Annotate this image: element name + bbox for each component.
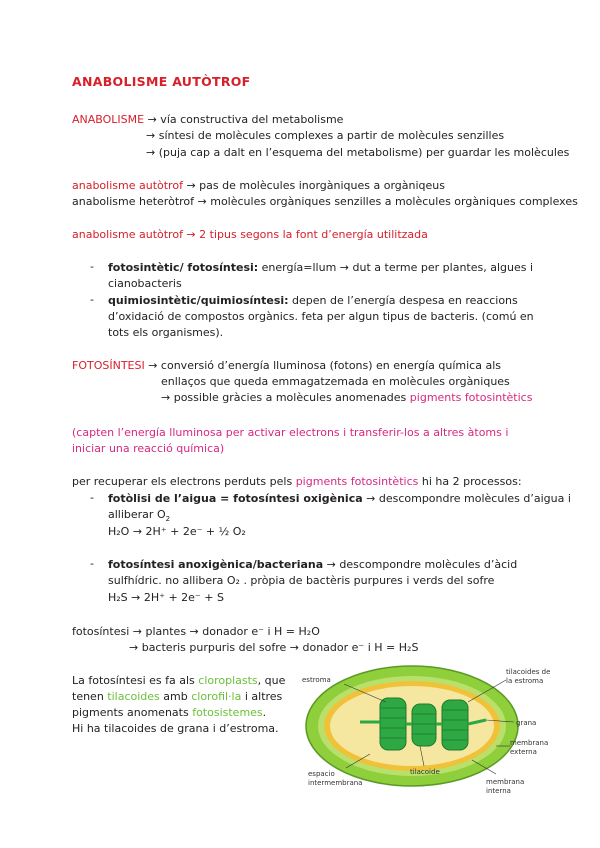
label-membrana-interna-1: membrana <box>486 778 525 786</box>
recover-line <box>72 474 522 490</box>
bullet-dash: - <box>90 491 94 504</box>
process-2-term: fotosíntesi anoxigènica/bacteriana <box>108 558 324 571</box>
process-2-text: → descompondre molècules d’àcid <box>323 558 518 571</box>
recover-pre: per recuperar els electrons perduts pels <box>72 475 296 488</box>
anabolisme-def-2: → síntesi de molècules complexes a partir de molècules senzilles <box>146 129 505 142</box>
chloro-text-2: tenen <box>72 690 108 703</box>
process-2-line <box>108 557 517 573</box>
process-1-text: → descompondre molècules d’aigua i <box>362 492 571 505</box>
chloro-line-3 <box>72 705 266 721</box>
energy-types-line: anabolisme autòtrof → 2 tipus segons la font d’energía utilitzada <box>72 228 428 241</box>
label-tilacoides-estroma-1: tilacoides de <box>506 668 551 676</box>
fotosintesi-def-2: enllaços que queda emmagatzemada en molècules orgàniques <box>161 375 510 388</box>
donor-line-1: fotosíntesi → plantes → donador e⁻ i H = H₂O <box>72 625 320 638</box>
chloro-text-3b: . <box>262 706 267 719</box>
chloro-text-2b: amb <box>159 690 192 703</box>
fotosintesi-def-1: → conversió d’energía lluminosa (fotons) en energía química als <box>144 359 501 372</box>
donor-line-2: → bacteris purpuris del sofre → donador e⁻ i H = H₂S <box>129 641 419 654</box>
bullet-quimiosintetic-cont-2: tots els organismes). <box>108 326 224 339</box>
chloro-line-1 <box>72 673 285 689</box>
label-espacio-1: espacio <box>308 770 335 778</box>
process-1-equation: H₂O → 2H⁺ + 2e⁻ + ½ O₂ <box>108 525 246 538</box>
page-title: ANABOLISME AUTÒTROF <box>72 74 251 89</box>
bullet-dash: - <box>90 557 94 570</box>
anabolisme-def-3: → (puja cap a dalt en l’esquema del metabolisme) per guardar les molècules <box>146 146 570 159</box>
note-line-2: iniciar una reacció química) <box>72 442 225 455</box>
label-estroma: estroma <box>302 676 331 684</box>
anabolisme-term: ANABOLISME <box>72 113 145 126</box>
granum <box>412 704 436 746</box>
label-membrana-externa-1: membrana <box>510 739 549 747</box>
process-2-equation: H₂S → 2H⁺ + 2e⁻ + S <box>108 591 224 604</box>
autotrof-def: → pas de molècules inorgàniques a orgàniqeus <box>182 179 445 192</box>
process-2-cont: sulfhídric. no allibera O₂ . pròpia de bactèris purpures i verds del sofre <box>108 574 495 587</box>
fotosintesi-line-1 <box>72 358 501 374</box>
chloro-text-1: La fotosíntesi es fa als <box>72 674 199 687</box>
label-grana: grana <box>516 719 537 727</box>
recover-link: pigments fotosintètics <box>295 475 419 488</box>
bullet-dash: - <box>90 293 94 306</box>
bullet-quimiosintetic-text: depen de l’energía despesa en reaccions <box>288 294 518 307</box>
process-1-line <box>108 491 571 507</box>
recover-post: hi ha 2 processos: <box>418 475 522 488</box>
label-espacio-2: intermembrana <box>308 779 363 787</box>
granum <box>380 698 406 750</box>
bullet-fotosintetic-text: energía=llum → dut a terme per plantes, algues i <box>258 261 534 274</box>
fotosintesi-def-3 <box>161 390 532 406</box>
chloro-line-2 <box>72 689 282 705</box>
chloro-text-3: pigments anomenats <box>72 706 193 719</box>
chloro-text-2c: i altres <box>241 690 283 703</box>
process-1-cont-text: alliberar O <box>108 508 166 521</box>
bullet-fotosintetic <box>108 260 533 276</box>
process-1-cont: alliberar $O_2$ <box>108 508 171 524</box>
bullet-quimiosintetic <box>108 293 518 309</box>
label-tilacoide: tilacoide <box>410 768 440 776</box>
fotosintesi-term: FOTOSÍNTESI <box>72 359 145 372</box>
bullet-fotosintetic-cont: cianobacteris <box>108 277 182 290</box>
chloro-text-1b: , que <box>257 674 286 687</box>
bullet-quimiosintetic-term: quimiosintètic/quimiosíntesi: <box>108 294 289 307</box>
cloroplasts-link: cloroplasts <box>198 674 258 687</box>
clorofila-link: clorofil·la <box>191 690 242 703</box>
granum <box>442 700 468 750</box>
bullet-fotosintetic-term: fotosintètic/ fotosíntesi: <box>108 261 259 274</box>
tilacoides-link: tilacoides <box>107 690 160 703</box>
label-membrana-externa-2: externa <box>510 748 537 756</box>
chloroplast-diagram <box>300 660 568 800</box>
anabolisme-def-1: → vía constructiva del metabolisme <box>144 113 344 126</box>
pigments-link: pigments fotosintètics <box>409 391 533 404</box>
autotrof-line <box>72 178 445 194</box>
bullet-quimiosintetic-cont-1: d’oxidació de compostos orgànics. feta per algun tipus de bacteris. (comú en <box>108 310 534 323</box>
autotrof-term: anabolisme autòtrof <box>72 179 183 192</box>
heterotrof-line: anabolisme heteròtrof → molècules orgàniques senzilles a molècules orgàniques complexes <box>72 195 578 208</box>
note-line-1: (capten l’energía lluminosa per activar electrons i transferir-los a altres àtoms i <box>72 426 509 439</box>
fotosistemes-link: fotosistemes <box>192 706 263 719</box>
process-1-term: fotòlisi de l’aigua = fotosíntesi oxigènica <box>108 492 363 505</box>
anabolisme-line-1 <box>72 112 343 128</box>
chloro-line-4: Hi ha tilacoides de grana i d’estroma. <box>72 722 279 735</box>
label-tilacoides-estroma-2: la estroma <box>506 677 544 685</box>
fotosintesi-def-3-text: → possible gràcies a molècules anomenades <box>161 391 410 404</box>
label-membrana-interna-2: interna <box>486 787 511 795</box>
bullet-dash: - <box>90 260 94 273</box>
